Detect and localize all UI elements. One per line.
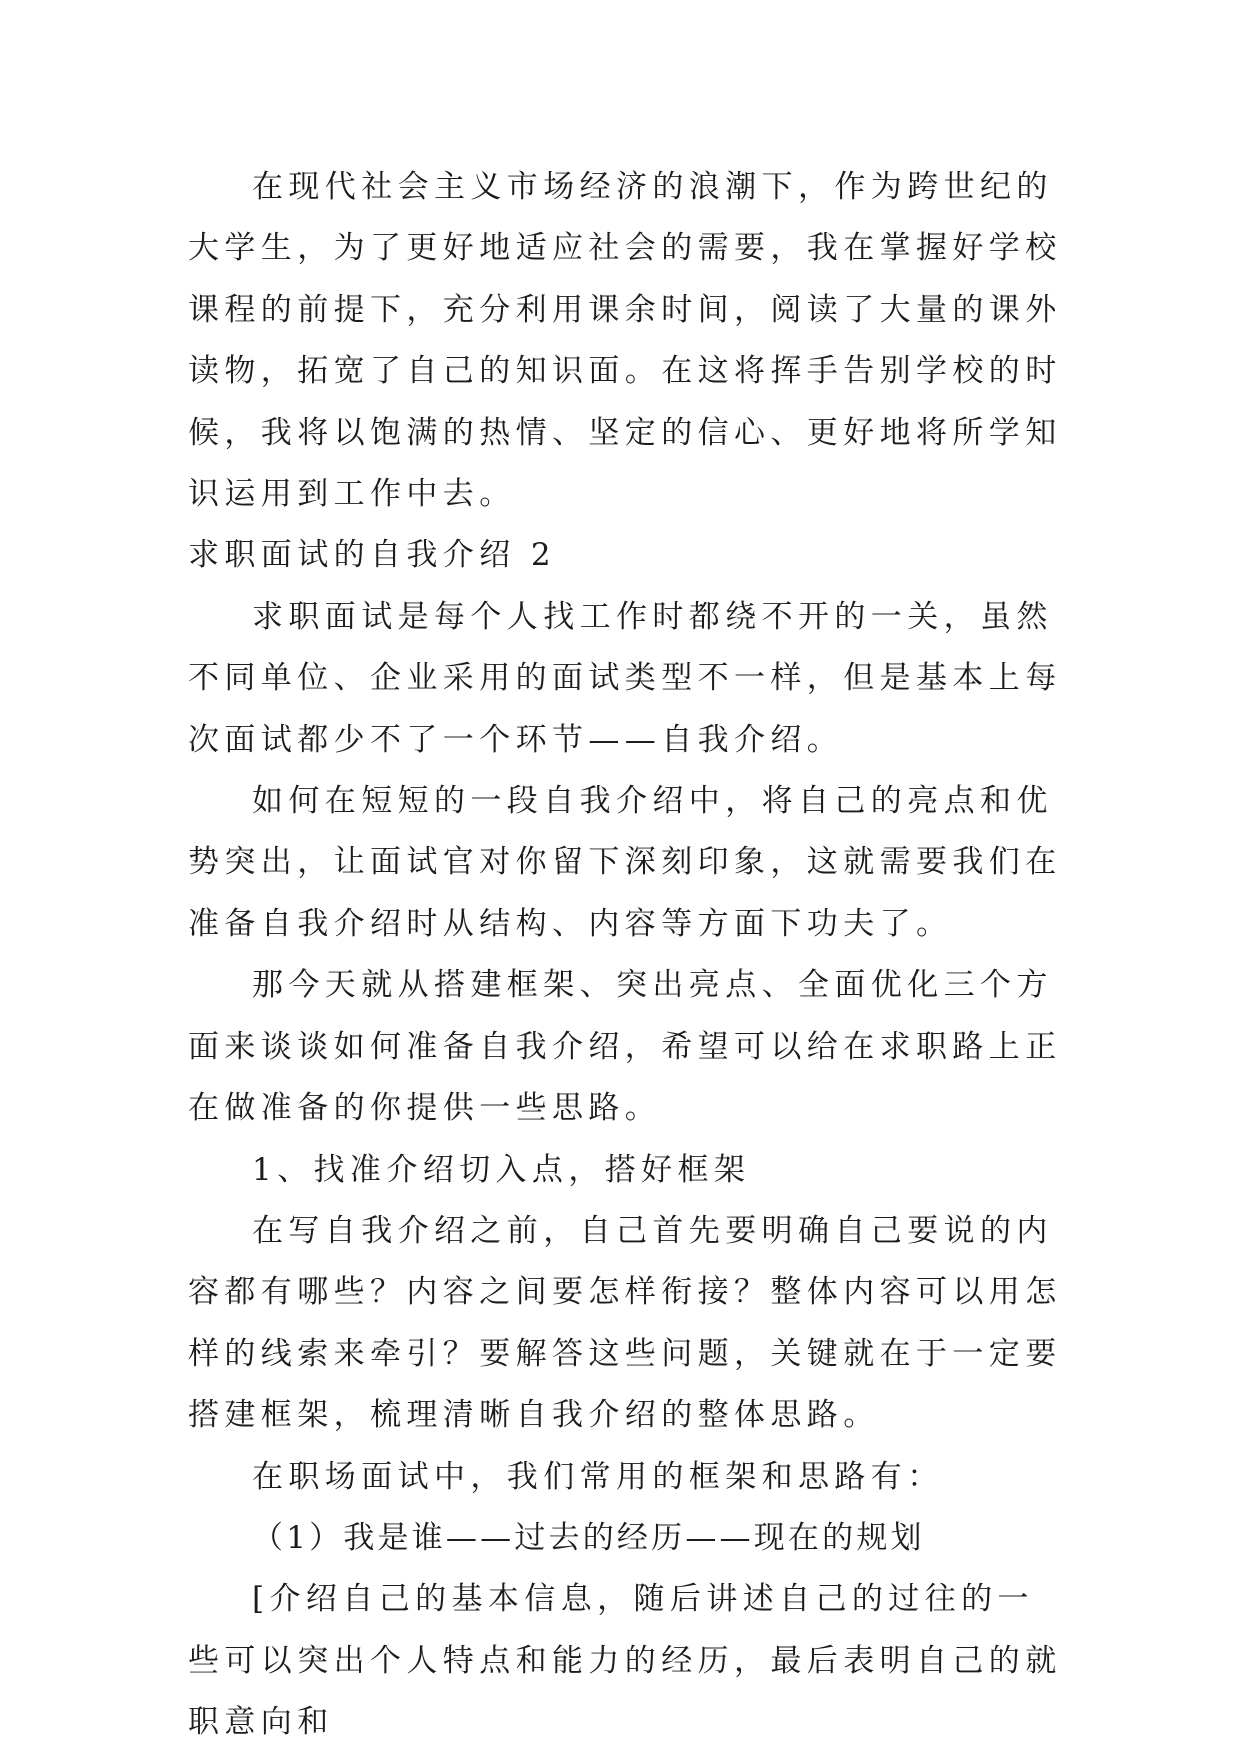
paragraph-framework-detail: [介绍自己的基本信息，随后讲述自己的过往的一些可以突出个人特点和能力的经历，最后表明自己的就职意向和 [188, 1581, 1062, 1741]
paragraph-highlight: 如何在短短的一段自我介绍中，将自己的亮点和优势突出，让面试官对你留下深刻印象，这就需要我们在准备自我介绍时从结构、内容等方面下功夫了。 [188, 783, 1062, 942]
paragraph-framework: 在写自我介绍之前，自己首先要明确自己要说的内容都有哪些？内容之间要怎样衔接？整体内容可以用怎样的线索来牵引？要解答这些问题，关键就在于一定要搭建框架，梳理清晰自我介绍的整体思路。 [188, 1212, 1062, 1434]
paragraph-common-frameworks: 在职场面试中，我们常用的框架和思路有： [252, 1458, 944, 1495]
paragraph-interview: 求职面试是每个人找工作时都绕不开的一关，虽然不同单位、企业采用的面试类型不一样，但是基本上每次面试都少不了一个环节——自我介绍。 [188, 598, 1062, 758]
section-heading: 求职面试的自我介绍 2 [188, 537, 556, 574]
paragraph-overview: 那今天就从搭建框架、突出亮点、全面优化三个方面来谈谈如何准备自我介绍，希望可以给在求职路上正在做准备的你提供一些思路。 [188, 967, 1062, 1127]
paragraph-intro: 在现代社会主义市场经济的浪潮下，作为跨世纪的大学生，为了更好地适应社会的需要，我在掌握好学校课程的前提下，充分利用课余时间，阅读了大量的课外读物，拓宽了自己的知识面。在这将挥手告别学校的时候，我将以饱满的热情、坚定的信心、更好地将所学知识运用到工作中去。 [188, 169, 1062, 513]
document-body [188, 157, 1068, 1754]
list-item-framework-1: （1）我是谁——过去的经历——现在的规划 [252, 1519, 925, 1556]
subheading-framework: 1、找准介绍切入点，搭好框架 [252, 1151, 751, 1188]
